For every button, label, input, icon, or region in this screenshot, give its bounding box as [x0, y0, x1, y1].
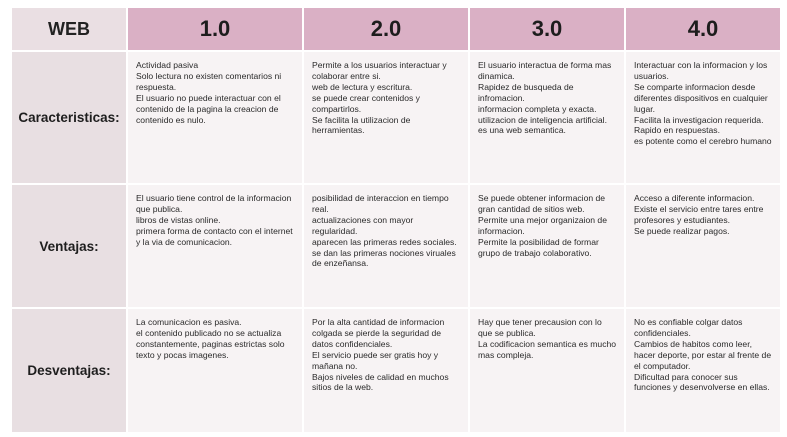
table-cell: El usuario interactua de forma mas dinamica. Rapidez de busqueda de infromacion. informacion completa y exacta. utilizacion de inteligencia artificial. es una web semantica.: [470, 52, 624, 183]
row-label-ventajas: Ventajas:: [12, 185, 126, 307]
table-cell: Actividad pasiva Solo lectura no existen comentarios ni respuesta. El usuario no puede interactuar con el contenido de la pagina la creacion de contenido es nulo.: [128, 52, 302, 183]
row-label-desventajas: Desventajas:: [12, 309, 126, 432]
table-cell: Interactuar con la informacion y los usuarios. Se comparte informacion desde diferentes dispositivos en cualquier lugar. Facilita la investigacion requerida. Rapido en respuestas. es potente como el cerebro humano: [626, 52, 780, 183]
table-cell: Permite a los usuarios interactuar y colaborar entre si. web de lectura y escritura. se puede crear contenidos y compartirlos. Se facilita la utilizacion de herramientas.: [304, 52, 468, 183]
table-cell: posibilidad de interaccion en tiempo real. actualizaciones con mayor regularidad. aparecen las primeras redes sociales. se dan las primeras nociones viruales de enzeñansa.: [304, 185, 468, 307]
table-cell: La comunicacion es pasiva. el contenido publicado no se actualiza constantemente, paginas estrictas solo texto y pocas imagenes.: [128, 309, 302, 432]
version-header-1: 1.0: [128, 8, 302, 50]
table-cell: Por la alta cantidad de informacion colgada se pierde la seguridad de datos confidenciales. El servicio puede ser gratis hoy y mañana no. Bajos niveles de calidad en muchos sitios de la web.: [304, 309, 468, 432]
web-comparison-table: [12, 8, 774, 426]
corner-label: WEB: [12, 8, 126, 50]
row-label-caracteristicas: Caracteristicas:: [12, 52, 126, 183]
version-header-2: 2.0: [304, 8, 468, 50]
table-cell: Hay que tener precausion con lo que se publica. La codificacion semantica es mucho mas compleja.: [470, 309, 624, 432]
table-cell: Acceso a diferente informacion. Existe el servicio entre tares entre profesores y estudiantes. Se puede realizar pagos.: [626, 185, 780, 307]
table-cell: El usuario tiene control de la informacion que publica. libros de vistas online. primera forma de contacto con el internet y la via de comunicacion.: [128, 185, 302, 307]
table-cell: Se puede obtener informacion de gran cantidad de sitios web. Permite una mejor organizaion de informacion. Permite la posibilidad de formar grupo de trabajo colaborativo.: [470, 185, 624, 307]
version-header-3: 3.0: [470, 8, 624, 50]
version-header-4: 4.0: [626, 8, 780, 50]
table-cell: No es confiable colgar datos confidenciales. Cambios de habitos como leer, hacer deporte, por estar al frente de el computador. Dificultad para conocer sus funciones y desenvolverse en ellas.: [626, 309, 780, 432]
